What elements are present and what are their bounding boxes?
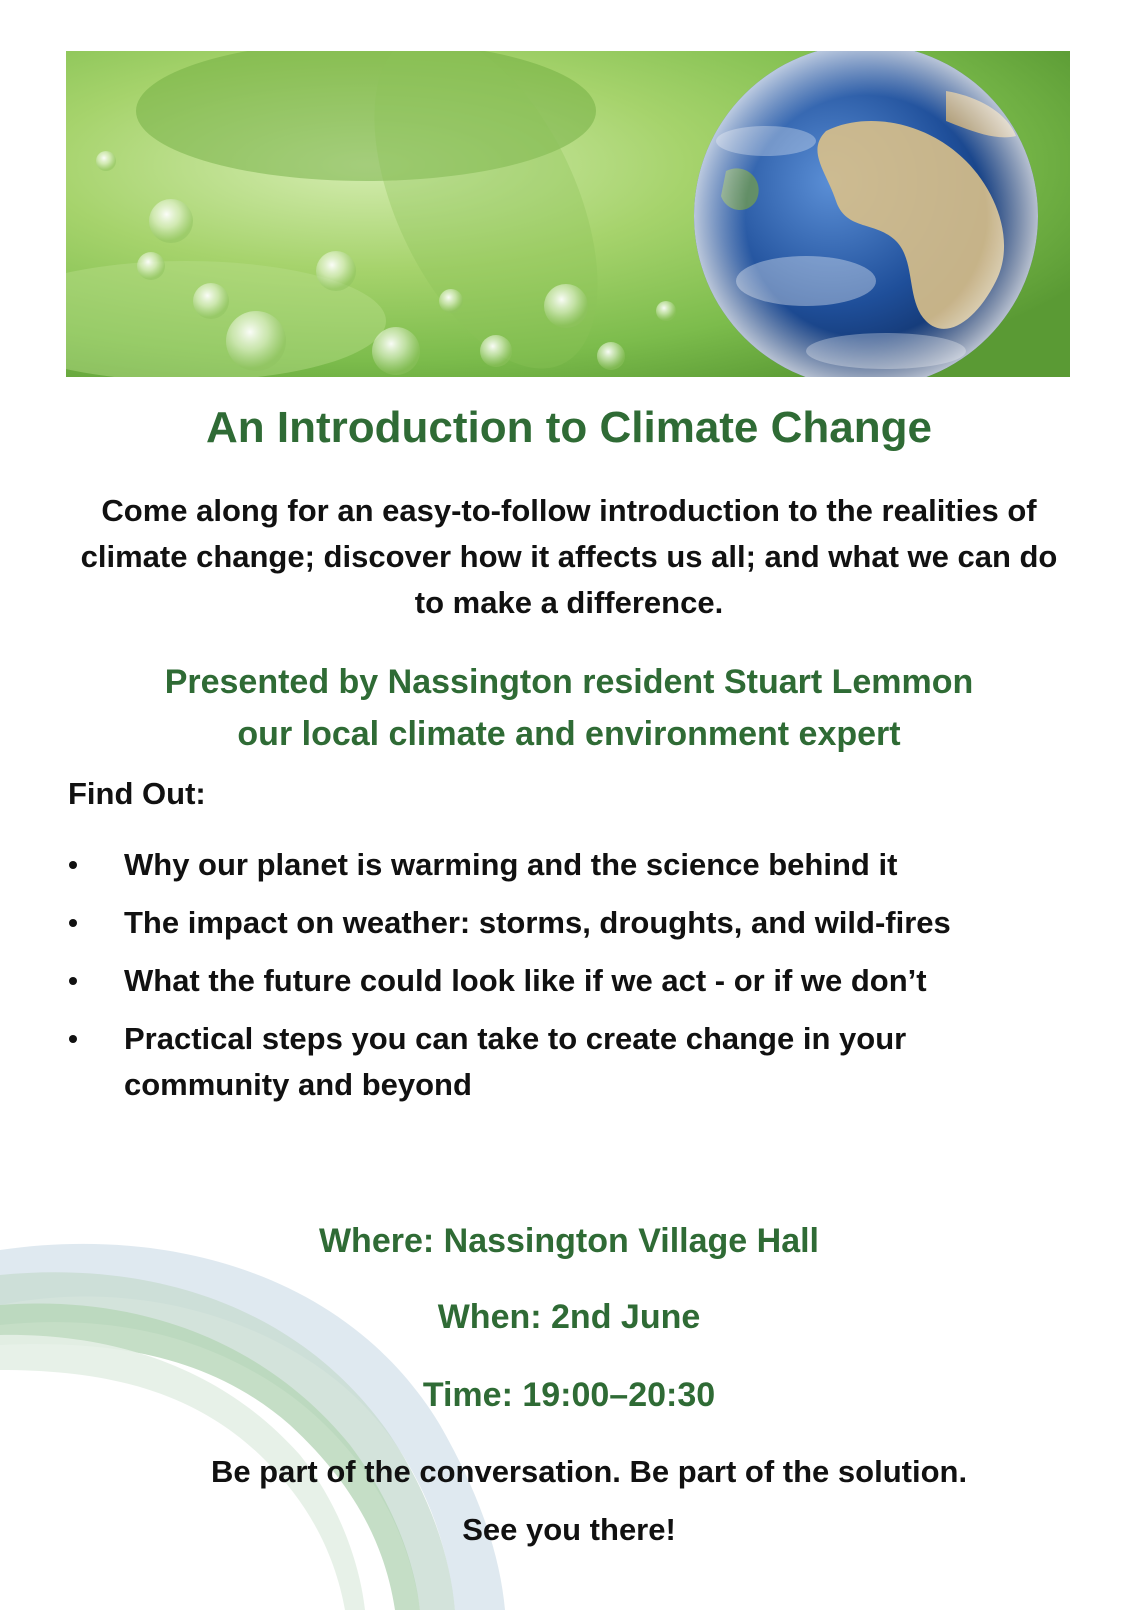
presenter-info	[40, 656, 1098, 760]
list-item-text: What the future could look like if we act - or if we don’t	[124, 963, 927, 998]
list-item	[68, 900, 1068, 946]
list-item	[68, 958, 1068, 1004]
find-out-list	[68, 842, 1068, 1120]
bullet-icon	[69, 861, 77, 869]
intro-paragraph: Come along for an easy-to-follow introduction to the realities of climate change; discover how it affects us all; and what we can do to make a difference.	[80, 493, 1058, 620]
list-item	[68, 842, 1068, 888]
find-out-heading: Find Out:	[68, 776, 206, 811]
presenter-subtitle: our local climate and environment expert	[237, 715, 901, 753]
event-location: Where: Nassington Village Hall	[318, 1222, 820, 1260]
presenter-line: Presented by Nassington resident Stuart Lemmon	[164, 663, 974, 701]
page-title: An Introduction to Climate Change	[206, 403, 932, 452]
list-item-text: Why our planet is warming and the science behind it	[124, 847, 898, 882]
list-item-text: Practical steps you can take to create change in your community and beyond	[124, 1021, 907, 1102]
bullet-icon	[69, 977, 77, 985]
hero-banner-image	[66, 51, 1070, 377]
event-date: When: 2nd June	[437, 1298, 701, 1336]
list-item-text: The impact on weather: storms, droughts, and wild-fires	[124, 905, 951, 940]
closing-sign-off: See you there!	[462, 1512, 676, 1547]
bullet-icon	[69, 1035, 77, 1043]
event-time: Time: 19:00–20:30	[422, 1376, 716, 1414]
bullet-icon	[69, 919, 77, 927]
closing-tagline: Be part of the conversation. Be part of the solution.	[210, 1454, 968, 1489]
list-item	[68, 1016, 1068, 1108]
